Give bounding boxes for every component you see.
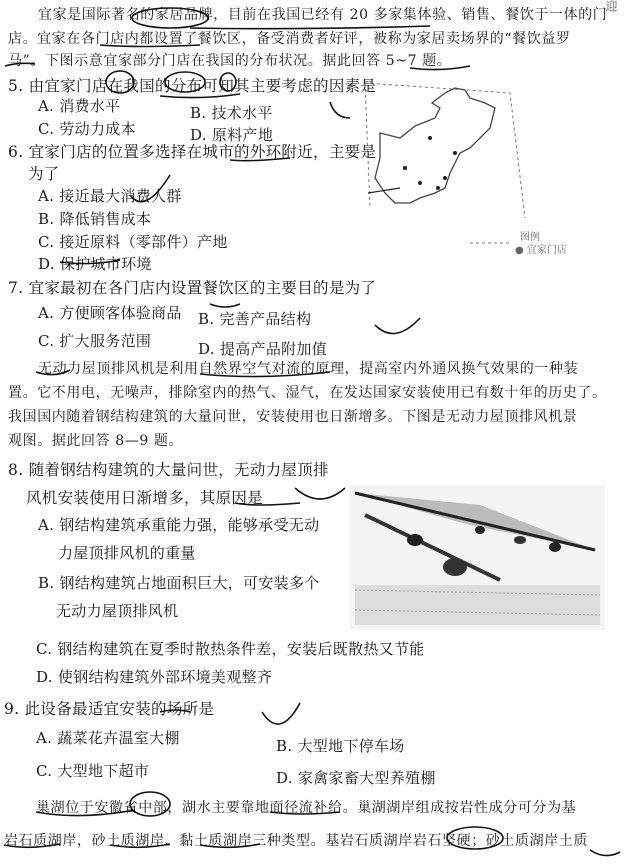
q8-option-d: D. 使钢结构建筑外部环境美观整齐 — [36, 668, 273, 686]
roof-ventilator-image-icon — [350, 485, 605, 630]
q7-option-b: B. 完善产品结构 — [198, 310, 312, 328]
q8-option-b-line1: B. 钢结构建筑占地面积巨大，可安装多个 — [38, 574, 320, 592]
passage2-line2: 置。它不用电，无噪声，排除室内的热气、湿气，在发达国家安装使用已有数十年的历史了。 — [8, 385, 607, 401]
question-7-stem: 7. 宜家最初在各门店内设置餐饮区的主要目的是为了 — [8, 279, 377, 297]
q7-option-a: A. 方便顾客体验商品 — [38, 304, 182, 322]
q9-option-a: A. 蔬菜花卉温室大棚 — [36, 729, 180, 747]
passage1-line3: 马”。下图示意宜家部分门店在我国的分布状况。据此回答 5~7 题。 — [8, 53, 452, 69]
q7-option-c: C. 扩大服务范围 — [38, 332, 152, 350]
question-9-stem: 9. 此设备最适宜安装的场所是 — [4, 700, 215, 718]
ikea-store-map-figure — [360, 78, 610, 263]
q7-option-d: D. 提高产品附加值 — [198, 340, 328, 358]
passage2-line4: 观图。据此回答 8—9 题。 — [8, 433, 184, 449]
q9-option-d: D. 家禽家畜大型养殖棚 — [276, 769, 436, 787]
passage2-line3: 我国国内随着钢结构建筑的大量问世，安装使用也日渐增多。下图是无动力屋顶排风机景 — [8, 409, 578, 425]
q5-option-c: C. 劳动力成本 — [38, 120, 136, 138]
china-map-outline-icon — [360, 78, 610, 263]
q5-option-b: B. 技术水平 — [190, 104, 273, 122]
q6-option-c: C. 接近原料（零部件）产地 — [38, 233, 228, 251]
question-6-stem-line2: 为了 — [28, 165, 60, 183]
q5-option-a: A. 消费水平 — [38, 97, 121, 115]
map-legend-title: 图例 — [520, 232, 540, 243]
passage3-line1: 巢湖位于安徽省中部，湖水主要靠地面径流补给。巢湖湖岸组成按岩性成分可分为基 — [36, 800, 577, 816]
q8-option-b-line2: 无动力屋顶排风机 — [56, 602, 179, 620]
q6-option-b: B. 降低销售成本 — [38, 210, 152, 228]
question-8-stem-line2: 风机安装使用日渐增多，其原因是 — [26, 489, 264, 507]
map-legend-store: ● 宜家门店 — [515, 245, 567, 256]
q8-option-a-line2: 力屋顶排风机的重量 — [58, 544, 196, 562]
question-5-stem: 5. 由宜家门店在我国的分布可知其主要考虑的因素是 — [8, 77, 377, 95]
q8-option-c: C. 钢结构建筑在夏季时散热条件差，安装后既散热又节能 — [36, 640, 425, 658]
q5-option-d: D. 原料产地 — [190, 126, 274, 144]
roof-ventilator-photo — [350, 485, 605, 630]
passage3-line2: 岩石质湖岸，砂土质湖岸、黏土质湖岸三种类型。基岩石质湖岸岩石坚硬；砂土质湖岸土质 — [4, 833, 588, 849]
q9-option-b: B. 大型地下停车场 — [276, 737, 405, 755]
passage2-line1: 无动力屋顶排风机是利用自然界空气对流的原理，提高室内外通风换气效果的一种装 — [38, 361, 579, 377]
passage1-line2: 店。宜家在各门店内都设置了餐饮区，备受消费者好评，被称为家居卖场界的“餐饮益罗 — [8, 31, 571, 47]
q9-option-c: C. 大型地下超市 — [36, 762, 150, 780]
q6-option-d: D. 保护城市环境 — [38, 255, 152, 273]
question-6-stem-line1: 6. 宜家门店的位置多选择在城市的外环附近，主要是 — [8, 143, 377, 161]
q8-option-a-line1: A. 钢结构建筑承重能力强，能够承受无动 — [38, 516, 320, 534]
page-edge-mark: 迎 — [604, 0, 618, 12]
question-8-stem-line1: 8. 随着钢结构建筑的大量问世，无动力屋顶排 — [8, 461, 329, 479]
q6-option-a: A. 接近最大消费人群 — [38, 187, 182, 205]
passage1-line1: 宜家是国际著名的家居品牌，目前在我国已经有 20 多家集体验、销售、餐饮于一体的门 — [38, 7, 608, 23]
